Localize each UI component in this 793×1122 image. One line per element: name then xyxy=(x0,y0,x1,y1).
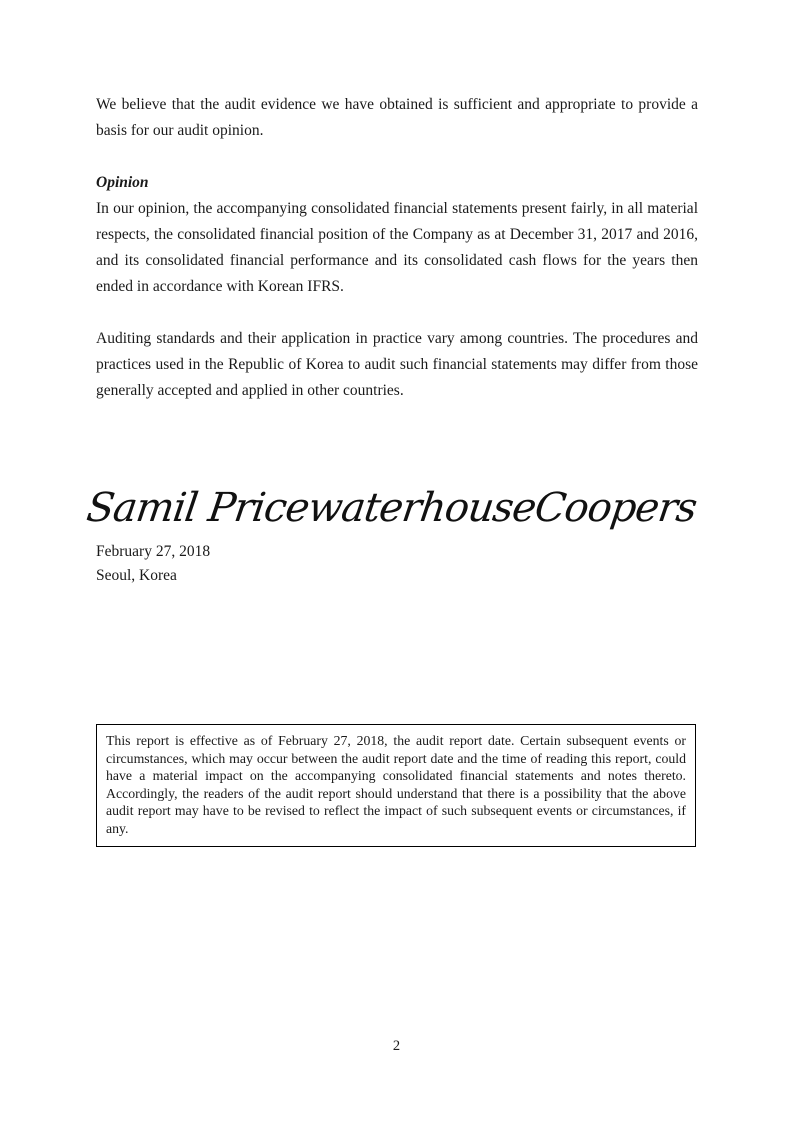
opinion-heading: Opinion xyxy=(96,174,149,191)
disclaimer-box: This report is effective as of February 27, 2018, the audit report date. Certain subsequent events or circumstances, which may occur between the audit report date and the time of reading this report, could have a material impact on the accompanying consolidated financial statements and notes thereto. Accordingly, the readers of the audit report should understand that there is a possibility that the above audit report may have to be revised to reflect the impact of such subsequent events or circumstances, if any. xyxy=(96,724,696,847)
opinion-paragraph: In our opinion, the accompanying consolidated financial statements present fairly, in all material respects, the consolidated financial position of the Company as at December 31, 2017 and 2016, and its consolidated financial performance and its consolidated cash flows for the years then ended in accordance with Korean IFRS. xyxy=(96,200,698,295)
report-location: Seoul, Korea xyxy=(96,567,177,584)
standards-paragraph: Auditing standards and their application in practice vary among countries. The procedures and practices used in the Republic of Korea to audit such financial statements may differ from those generally accepted and applied in other countries. xyxy=(96,330,698,399)
page-content xyxy=(83,92,700,588)
signature: Samil PricewaterhouseCoopers xyxy=(83,485,700,531)
page-number: 2 xyxy=(392,1038,401,1054)
basis-paragraph: We believe that the audit evidence we have obtained is sufficient and appropriate to provide a basis for our audit opinion. xyxy=(96,96,698,139)
signature-block xyxy=(84,486,698,588)
report-date: February 27, 2018 xyxy=(96,543,211,560)
